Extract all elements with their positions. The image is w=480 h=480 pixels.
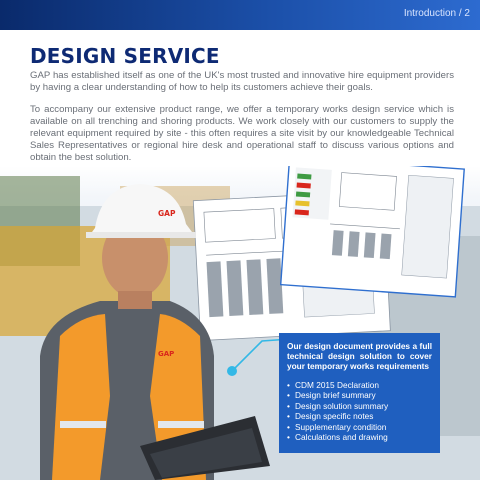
hard-hat-brim (86, 232, 196, 238)
list-item: • Design brief summary (287, 390, 432, 401)
reflective-strip-right (158, 421, 204, 428)
list-item: • Calculations and drawing (287, 432, 432, 443)
list-item: • CDM 2015 Declaration (287, 380, 432, 391)
vest-logo: GAP (158, 350, 175, 358)
intro-paragraph: GAP has established itself as one of the UK's most trusted and innovative hire equipment providers by having a clear understanding of how to help its customers achieve their goals. (30, 70, 454, 93)
drawing-sheet-right (281, 166, 465, 297)
page-title: DESIGN SERVICE (30, 44, 220, 68)
worker-neck (118, 291, 152, 309)
reflective-strip-left (60, 421, 106, 428)
helmet-logo: GAP (158, 209, 176, 218)
connector-dot (227, 366, 237, 376)
hivis-vest-left (52, 314, 110, 480)
list-item: • Supplementary condition (287, 422, 432, 433)
design-document-callout (279, 333, 440, 453)
list-item: • Design solution summary (287, 401, 432, 412)
header-band (0, 0, 480, 30)
callout-list (287, 380, 432, 443)
breadcrumb: Introduction / 2 (403, 8, 470, 19)
callout-lead: Our design document provides a full technical design solution to cover your temporary works requirements (287, 341, 432, 372)
service-paragraph: To accompany our extensive product range, we offer a temporary works design service which is available on all trenching and shoring products. We work closely with our customers to supply the relevant equipment required by site - this often requires a site visit by our knowledgeable Technical Sales Representatives or regional hire desk and operational staff to discuss various options and obtain the best solution. (30, 104, 454, 163)
list-item: • Design specific notes (287, 411, 432, 422)
